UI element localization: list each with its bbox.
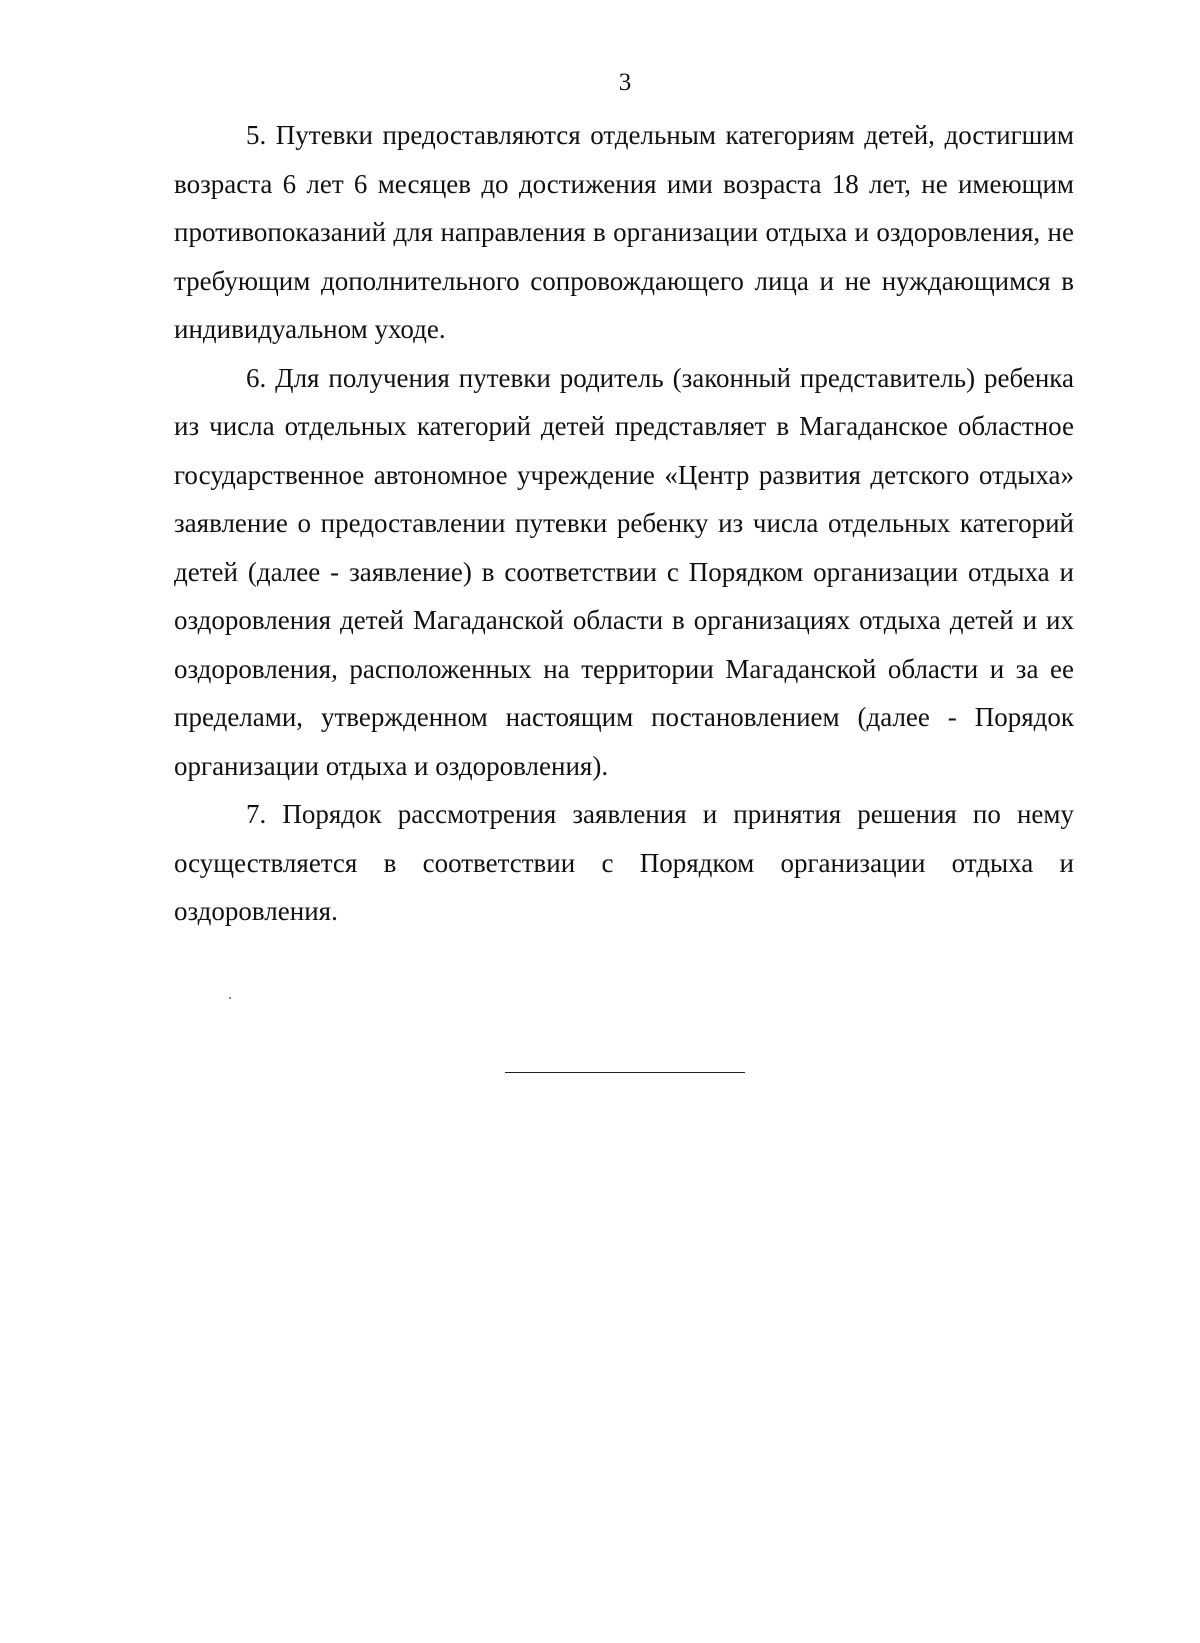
paragraph-7: 7. Порядок рассмотрения заявления и принятия решения по нему осуществляется в соответствии с Порядком организации отдыха и оздоровления. [174,799,1074,926]
page-number: 3 [618,69,632,96]
document-body [174,111,1074,936]
paragraph-5: 5. Путевки предоставляются отдельным категориям детей, достигшим возраста 6 лет 6 месяцев до достижения ими возраста 18 лет, не имеющим противопоказаний для направления в организации отдыха и оздоровления, не требующим дополнительного сопровождающего лица и не нуждающимся в индивидуальном уходе. [174,120,1074,344]
paragraph-6: 6. Для получения путевки родитель (законный представитель) ребенка из числа отдельных категорий детей представляет в Магаданское областное государственное автономное учреждение «Центр развития детского отдыха» заявление о предоставлении путевки ребенку из числа отдельных категорий детей (далее - заявление) в соответствии с Порядком организации отдыха и оздоровления детей Магаданской области в организациях отдыха детей и их оздоровления, расположенных на территории Магаданской области и за ее пределами, утвержденном настоящим постановлением (далее - Порядок организации отдыха и оздоровления). [174,362,1074,781]
scan-speck [229,997,231,999]
end-separator-line [505,1072,745,1073]
